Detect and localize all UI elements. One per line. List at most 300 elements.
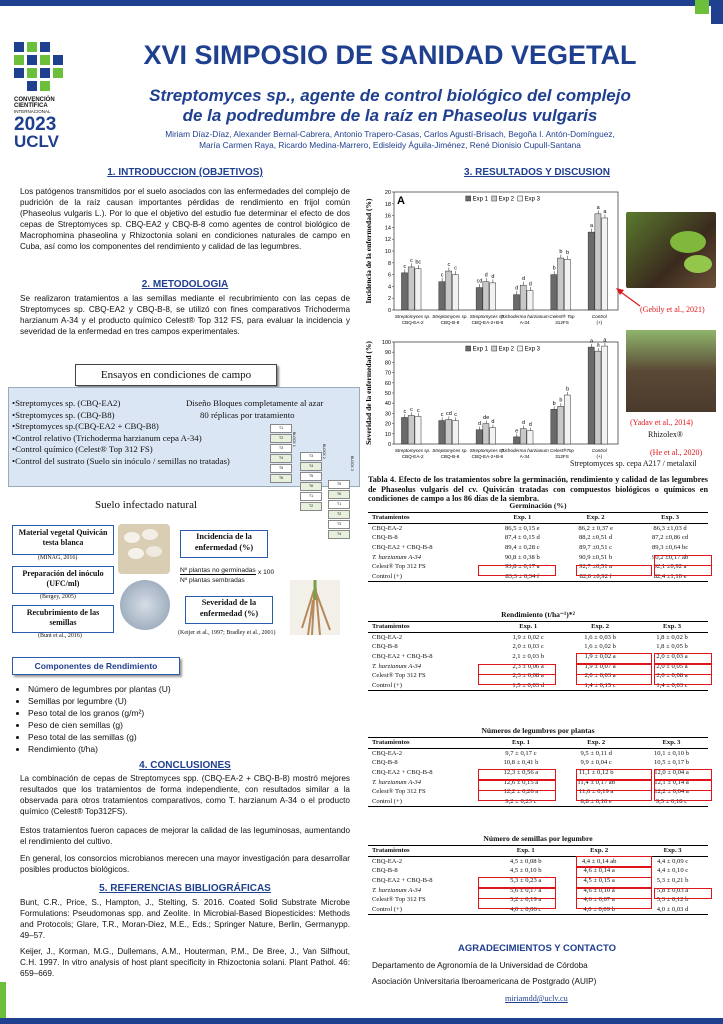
highlight-box [478,898,556,909]
legend-label: Exp 2 [498,196,515,203]
x-tick-label: Streptomyces sp. [432,314,468,319]
bar [452,421,458,444]
table-cell: 93,8 ± 0,17 a [505,563,540,571]
roots-icon [290,580,340,635]
components-title-text: Componentes de Rendimiento [34,661,158,671]
column-header: Tratamientos [368,846,490,857]
plot-cell: T1 [300,492,322,501]
table-cell: 90,2 ±0,17 ab [651,553,689,561]
ack-line2: Asociación Universitaria Iberoamericana de Postgrado (AUIP) [372,977,597,986]
table-cell: 10,1 ± 0,10 b [654,749,689,757]
column-header: Tratamientos [368,622,492,633]
bar [513,437,519,444]
table-cell: 86,5 ± 0,15 e [505,524,540,532]
formula-mult: x 100 [258,569,275,576]
highlight-box [654,565,712,576]
highlight-box [478,888,556,899]
x-tick-label: CBQ-B-8 [440,320,460,325]
bar [446,420,452,444]
authors-1: Miriam Díaz-Díaz, Alexander Bernal-Cabrera, Antonio Trapero-Casas, Carlos Agustí-Brisach, Begoña I. Antón-Domínguez, [165,129,615,139]
table-row [368,856,708,866]
bar [588,232,594,310]
data-label: d [484,272,488,279]
y-axis-label: Incidencia de la enfermedad (%) [364,198,373,304]
table-cell: Celest® Top 312 FS [372,563,426,571]
bar [602,346,608,444]
table-cell: Control (+) [368,572,485,582]
field-design: Diseño Bloques completamente al azar [186,398,324,408]
column-header: Exp. 3 [635,738,708,749]
x-tick-label: A-34 [519,454,530,459]
bar [564,259,570,310]
table-cell: 9,7 ± 0,17 c [505,749,537,757]
x-tick-label: Celest® Top [549,314,575,319]
leaf-icon [626,212,716,288]
table-cell: 12,3 ± 0,56 a [503,769,539,777]
table-cell: 5,6 ± 0,17 a [510,886,542,894]
conclusions-p3: En general, los consorcios microbianos merecen una mayor investigación para desarrollar posibles productos biológicos. [20,854,350,874]
plot-cell: T4 [328,530,350,539]
table-cell: 4,4 ± 0,14 ab [581,857,617,865]
bar [513,295,519,310]
highlight-box [654,555,712,566]
highlight-box [576,856,652,867]
bar [490,428,496,444]
authors-2: María Carmen Raya, Ricardo Medina-Marrero, Edisleidy Águila-Jiménez, René Dionisio Cupull-Santana [199,140,581,150]
conclusions-p1: La combinación de cepas de Streptomyces spp. (CBQ-EA-2 + CBQ-B-8) mostró mejores resultados que los tratamientos de forma independiente, con resultados similar a la observada para otros tratamientos comparativos, como T. harzianum A-34 o el producto químico (Celest® Top312FS). [20,774,350,816]
table-cell: T. harzianum A-34 [372,886,422,894]
table-cell: 86,3 ±1,03 d [653,524,687,532]
table-cell: 89,7 ±0,51 c [579,544,613,552]
bar [558,406,564,444]
x-tick-label: 312FS [555,454,569,459]
table-cell: CBQ-EA2 + CBQ-B-8 [372,769,433,777]
table-cell: 87,2 ±0,86 cd [651,534,689,542]
table-cell: 10,5 ± 0,17 b [654,759,689,767]
y-tick-label: 4 [387,284,391,291]
table-cell: 4,6 ± 0,14 a [583,867,615,875]
right-stripe-2 [695,0,709,14]
table-cell: 5,8 ± 0,03 a [656,886,689,894]
table-cell: 1,6 ± 0,02 b [584,643,616,651]
y-tick-label: 100 [381,340,391,346]
table-cell: 1,8 ± 0,05 b [656,643,688,651]
highlight-box [576,780,652,791]
conclusions-title: 4. CONCLUSIONES [139,760,231,771]
column-header: Exp. 2 [557,738,635,749]
plot-cell: T3 [328,520,350,529]
field-item: •Control relativo (Trichoderma harzianum cepa A-34) [12,432,202,443]
y-tick-label: 30 [384,411,391,418]
references-title: 5. REFERENCIAS BIBLIOGRÁFICAS [99,883,271,894]
intro-title: 1. INTRODUCCION (OBJETIVOS) [107,167,263,178]
legend-label: Exp 3 [524,346,541,353]
table-cell: 4,4 ± 0,09 c [656,857,689,865]
table-cell: 5,3 ± 0,12 b [656,896,689,904]
x-tick-label: CBQ-EA-2+B-8 [471,454,504,459]
highlight-box [478,664,556,675]
bar [595,214,601,310]
table-caption: Tabla 4. Efecto de los tratamientos sobre la germinación, rendimiento y calidad de las legumbres de Phaseolus vulgaris del cv. Quivicán tratadas con compuestos biológicos o químicos en condiciones de campo a los 86 días de la siembra. [368,475,708,503]
formula-den: Nº plantas sembradas [180,577,245,584]
plot-cell: T2 [328,510,350,519]
table-cell: Celest® Top 312 FS [372,672,426,680]
legend-label: Exp 3 [524,196,541,203]
x-tick-label: Streptomyces sp. [394,448,431,453]
legend-swatch [466,196,471,201]
column-header: Exp. 2 [564,622,636,633]
bar [476,430,482,444]
highlight-box [654,664,712,675]
table-cell: 4,4 ± 0,10 c [656,867,689,875]
prep-ref: (Bergey, 2005) [40,594,76,600]
list-item: • Peso total de los granos (g/m²) [28,707,171,719]
table-row [368,748,708,758]
y-tick-label: 50 [384,391,391,397]
table-row [368,523,708,533]
table-cell: 1,4 ± 0,03 c [636,681,708,691]
petri-photo [120,580,170,630]
incidence-chart [362,184,624,334]
table-cell: Control (+) [368,797,484,807]
highlight-box [478,565,556,576]
plot-cell: T4 [300,462,322,471]
list-item: • Peso total de las semillas (g) [28,731,171,743]
data-label: b [552,400,556,407]
y-tick-label: 20 [384,190,391,196]
page-subtitle-1: Streptomyces sp., agente de control biológico del complejo [149,86,631,105]
reference-2: Keijer, J., Korman, M.G., Dullemans, A.M., Houterman, P.M., De Bree, J., Van Silfhout, C.H. 1997. In vitro analysis of host plant specificity in Rhizoctonia solani. Plant Pathol. 46: 659–669. [20,947,350,978]
highlight-box [478,769,556,780]
table-title: Números de legumbres por plantas [481,726,595,735]
block-label: BLOCK 1 [292,432,296,447]
components-list [10,683,171,755]
table-title: Número de semillas por legumbre [483,834,593,843]
table-cell: 92,7 ±0,51 a [579,563,613,571]
conclusions-p2: Estos tratamientos fueron capaces de mejorar la calidad de las leguminosas, aumentando el rendimiento del cultivo. [20,826,350,846]
mat-ref: (MINAG, 2016) [38,555,78,561]
column-header: Tratamientos [368,513,485,524]
bar [401,273,407,310]
bar [408,267,414,310]
highlight-box [576,565,652,576]
ack-title: AGRADECIMIENTOS Y CONTACTO [458,943,616,954]
column-header: Exp. 1 [485,513,559,524]
field-item: •Streptomyces sp.(CBQ-EA2 + CBQ-B8) [12,421,159,431]
table-cell: 12,1 ± 0,14 a [654,778,689,786]
data-label: b [552,265,556,272]
header-stripe-top [0,0,723,6]
highlight-box [576,790,652,801]
plant-photo-2 [626,330,716,412]
highlight-box [576,867,652,878]
bar [551,275,557,310]
data-label: c [454,265,457,272]
red-arrow-icon [612,286,642,310]
y-tick-label: 10 [384,249,391,255]
data-label: a [589,223,594,230]
table-cell: 5,3 ± 0,23 a [510,877,542,885]
data-label: c [403,408,407,415]
table-cell: 11,4 ± 0,17 ab [577,778,615,786]
data-label: c [410,257,413,264]
plot-cell: T3 [270,444,292,453]
table-cell: 4,5 ± 0,10 b [509,867,542,875]
y-tick-label: 12 [384,237,391,244]
components-title [12,657,180,675]
y-tick-label: 14 [384,225,391,232]
page-title: XVI SIMPOSIO DE SANIDAD VEGETAL [143,40,637,70]
data-label: c [440,411,444,418]
y-axis-label: Severidad de la enfermedad (%) [364,341,373,445]
mat-label: Material vegetal Quivicán testa blanca [18,528,108,547]
column-header: Exp. 3 [632,513,708,524]
y-tick-label: 90 [384,350,391,357]
method-title: 2. METODOLOGIA [141,279,229,290]
plot-cell: T4 [270,454,292,463]
highlight-box [576,769,652,780]
table-cell: 2,1 ± 0,03 b [512,653,544,661]
field-item: •Streptomyces sp. (CBQ-EA2) [12,398,121,408]
severity-chart [362,334,624,468]
contact-email-link[interactable]: miriamdd@uclv.cu [505,994,568,1003]
field-reps: 80 réplicas por tratamiento [200,410,295,420]
table-row [368,632,708,642]
table-cell: 2,0 ± 0,03 c [512,643,544,651]
list-item: • Semillas por legumbre (U) [28,695,171,707]
list-item: • Número de legumbres por plantas (U) [28,683,171,695]
bar [558,258,564,310]
bar [551,409,557,444]
photo-cap-3: (He et al., 2020) [650,448,703,457]
bar [476,288,482,310]
bar [490,283,496,310]
table-cell: Control (+) [368,905,490,915]
plot-cell: T6 [328,490,350,499]
data-label: c [416,407,420,414]
bottom-stripe [0,1018,723,1024]
right-stripe [711,0,723,24]
field-title [75,364,277,386]
results-title: 3. RESULTADOS Y DISCUSION [464,167,610,178]
y-tick-label: 16 [384,213,391,220]
x-tick-label: Streptomyces sp. [469,448,506,453]
y-tick-label: 0 [387,442,391,448]
table-cell: 92,1 ±0,92 a [653,563,687,571]
x-tick-label: 312FS [555,320,569,325]
table-cell: 4,0 ± 0,09 b [561,905,637,915]
plot-cell: T6 [300,482,322,491]
y-tick-label: 10 [384,431,391,438]
field-title-text: Ensayos en condiciones de campo [100,369,252,381]
table-cell: 86,2 ± 0,37 e [578,524,613,532]
highlight-box [478,877,556,888]
list-item: • Rendimiento (t/ha) [28,743,171,755]
plot-cell: T6 [270,474,292,483]
data-label: de [483,415,490,422]
table-cell: T. harzianum A-34 [372,553,422,561]
sev-ref: (Keijer et al., 1997; Bradley et al., 2001) [178,630,276,636]
intro-text: Los patógenos transmitidos por el suelo asociados con las enfermedades del complejo de pudrición de la raíz causan importantes pérdidas de rendimiento en frijol común (Phaseolus vulgaris L.). Por lo que el objetivo del estudio fue determinar el efecto de dos cepas de Streptomyces sp. CBQ-EA2 y CBQ-B-8 como agentes de control biológico de Macrophomina phaseolina y Rhizoctonia solani en condiciones naturales de campo en Cuba, así como los componentes del rendimiento y calidad de las legumbres. [20,187,350,251]
field-list [12,398,272,467]
table-cell: 4,0 ± 0,03 d [637,905,708,915]
logo-year: 2023 [14,114,57,135]
table-cell: 82,4 ±1,10 e [632,572,708,582]
x-tick-label: Celest®Top [550,448,574,453]
x-tick-label: CBQ-EA-2 [401,454,424,459]
legend-label: Exp 1 [472,346,489,353]
prep-label: Preparación del inóculo (UFC/ml) [22,569,104,588]
highlight-box [576,877,652,888]
data-label: bc [415,259,422,266]
y-tick-label: 2 [387,296,391,303]
table-cell: 9,5 ± 0,11 d [580,749,612,757]
data-label: a [603,208,607,215]
table-cell: 82,0 ±0,92 f [559,572,632,582]
data-label: d [491,419,495,426]
table-title: Rendimiento (t/ha⁻¹)*² [501,610,575,619]
table-cell: CBQ-EA2 + CBQ-B-8 [372,877,433,885]
y-tick-label: 18 [384,201,391,208]
table-cell: 2,0 ± 0,08 a [656,672,688,680]
y-tick-label: 70 [384,370,391,377]
x-tick-label: A-34 [519,320,530,325]
table-cell: 4,6 ± 0,07 a [583,896,615,904]
table-cell: 1,8 ± 0,02 b [656,633,688,641]
highlight-box [478,790,556,801]
plot-cell: T1 [328,500,350,509]
table-cell: 4,5 ± 0,08 b [509,857,542,865]
sev-label: Severidad de la enfermedad (%) [199,598,259,618]
table-cell: CBQ-B-8 [372,759,398,767]
photo-cap-2: (Yadav et al., 2014) [630,418,693,427]
table-cell: 89,4 ± 0,28 c [505,544,540,552]
logo-line2: CIENTÍFICA [14,103,48,109]
logo [14,42,66,150]
method-text: Se realizaron tratamientos a las semillas mediante el recubrimiento con las cepas de Streptomyces sp. CBQ-EA2 y CBQ-B-8, se utilizó con fines comparativos Trichoderma harzianum A-34 y el producto químico Celest® Top 312 FS, para evaluar la incidencia y severidad de la enfermedad en tres campos experimentales. [20,294,350,336]
plot-cell: T5 [270,464,292,473]
photo-cap-1: (Gebily et al., 2021) [640,305,705,314]
x-tick-label: Control [591,448,607,453]
inc-label: Incidencia de la enfermedad (%) [194,532,254,552]
table-cell: 12,2 ± 0,26 a [503,788,539,796]
data-label: b [559,397,563,404]
table-cell: 83,3 ± 0,34 f [485,572,559,582]
bar [415,269,421,310]
table-cell: 11,1 ± 0,12 b [578,769,614,777]
beans-photo [118,524,170,574]
table-cell: CBQ-EA-2 [372,857,403,865]
plot-cell: T5 [300,472,322,481]
highlight-box [654,790,712,801]
list-item: • Peso de cien semillas (g) [28,719,171,731]
legend-label: Exp 2 [498,346,515,353]
table-cell: 1,9 ± 0,07 a [584,662,616,670]
table-cell: 9,2 ± 0,23 c [484,797,557,807]
table-cell: T. harzianum A-34 [372,662,422,670]
table-cell: CBQ-B-8 [372,643,398,651]
table-cell: T. harzianum A-34 [372,778,422,786]
table-row [368,533,708,543]
sev-box [185,596,273,624]
rec-box [12,605,114,633]
data-label: cd [445,410,452,417]
table-cell: 1,9 ± 0,02 a [584,653,616,661]
highlight-box [478,674,556,685]
plot-cell: T3 [300,452,322,461]
table-cell: 4,0 ± 0,06 c [490,905,561,915]
x-tick-label: Streptomyces sp. [432,448,468,453]
table-cell: Celest® Top 312 FS [372,896,426,904]
data-label: d [477,421,482,428]
data-label: b [566,386,570,393]
column-header: Exp. 3 [636,622,708,633]
legend-swatch [518,346,523,351]
data-label: b [559,249,563,256]
table-cell: Celest® Top 312 FS [372,788,426,796]
rhizolex-label: Rhizolex® [648,430,683,439]
plant-photo-1 [626,212,716,288]
table-cell: 12,6 ± 0,15 a [503,778,539,786]
data-label: d [491,273,495,280]
legend-swatch [466,346,471,351]
data-label: a [589,338,594,345]
table-cell: 1,5 ± 0,03 d [492,681,564,691]
table-cell: 5,3 ± 0,21 b [656,877,689,885]
legend-swatch [492,346,497,351]
soil-title: Suelo infectado natural [95,499,198,511]
table-cell: 1,9 ± 0,02 c [512,633,544,641]
bar [602,218,608,310]
y-tick-label: 6 [387,272,391,279]
table-cell: CBQ-EA-2 [372,633,403,641]
y-tick-label: 0 [387,308,391,314]
highlight-box [576,653,652,664]
table-cell: 12,0 ± 0,04 a [654,769,689,777]
inc-box [180,530,268,558]
highlight-box [576,674,652,685]
strepto-label: Streptomyces sp. cepa A217 / metalaxil [570,459,697,468]
table-cell: 2,0 ± 0,03 a [584,672,616,680]
y-tick-label: 40 [384,401,391,408]
table-cell: 90,8 ± 0,38 b [504,553,540,561]
data-label: c [440,272,444,279]
legend-label: Exp 1 [472,196,489,203]
table-cell: 10,8 ± 0,41 b [503,759,539,767]
table-cell: CBQ-B-8 [372,867,398,875]
rec-label: Recubrimiento de las semillas [26,608,100,627]
data-label: d [522,276,526,283]
highlight-box [478,780,556,791]
roots-photo [290,580,340,635]
table-cell: CBQ-EA-2 [372,524,403,532]
column-header: Tratamientos [368,738,484,749]
table-cell: 9,5 ± 0,18 c [635,797,708,807]
table-row [368,642,708,652]
y-tick-label: 20 [384,421,391,428]
bar [452,275,458,310]
bar [520,429,526,444]
x-tick-label: Streptomyces sp. [469,314,506,319]
table-cell: 2,0 ± 0,05 a [656,662,688,670]
table-row [368,758,708,768]
data-label: e [515,428,519,435]
block-diagram [270,424,355,536]
y-tick-label: 60 [384,380,391,387]
legend-swatch [492,196,497,201]
plot-cell: T2 [300,502,322,511]
bar [408,415,414,444]
